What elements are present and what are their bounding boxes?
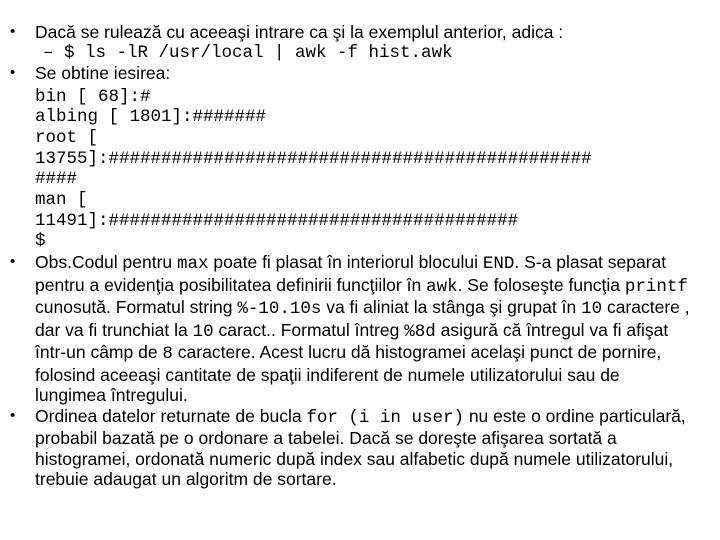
output-line: root [ <box>35 127 99 148</box>
text-run: cunosută. Formatul string <box>35 297 238 318</box>
bullet-paragraph <box>35 406 690 490</box>
bullet-text: Dacă se rulează cu aceeaşi intrare ca şi la exemplul anterior, adica : <box>35 22 564 42</box>
text-run: Ordinea datelor returnate de bucla <box>35 405 307 426</box>
bullet-item-order <box>10 406 690 490</box>
bullet-marker: • <box>10 23 16 40</box>
code-awk: awk <box>426 276 458 297</box>
code-int-format: %8d <box>404 321 436 342</box>
code-for-loop: for (i in user) <box>306 407 464 428</box>
code-width: 10 <box>192 321 214 342</box>
output-line: man [ <box>35 190 88 211</box>
bullet-text: Se obtine iesirea: <box>35 63 171 83</box>
bullet-marker: • <box>10 406 16 424</box>
bullet-list <box>10 22 690 490</box>
bullet-marker: • <box>10 253 16 271</box>
text-run: caract.. Formatul întreg <box>213 319 405 340</box>
output-line: #### <box>35 169 78 190</box>
text-run: va fi aliniat la stânga şi grupat în <box>321 297 582 318</box>
code-string-format: %-10.10s <box>237 299 322 320</box>
bullet-item-observation <box>10 252 690 406</box>
text-run: asigură că întregul va fi afişat într-un câmp de <box>35 319 669 363</box>
output-line: $ <box>35 231 46 252</box>
text-run: . Se foloseşte funcţia <box>457 274 625 295</box>
code-printf: printf <box>624 276 688 297</box>
text-run: nu este o ordine particulară, probabil bazată pe o ordonare a tabelei. Dacă se doreşte afişarea sortată a histogramei, ordonată numeric după index sau alfabetic după numele utilizatorului, trebuie adaugat un algoritm de sortare. <box>35 405 686 490</box>
command-line: – $ ls -lR /usr/local | awk -f hist.awk <box>43 42 453 63</box>
histogram-output <box>35 87 690 253</box>
text-run: caractere , dar va fi trunchiat la <box>35 297 690 340</box>
code-max: max <box>177 254 209 275</box>
output-line: bin [ 68]:# <box>35 86 151 107</box>
text-run: caractere. Acest lucru dă histogramei acelaşi punct de pornire, folosind aceeaşi cantitate de spaţii indiferent de numele utilizatorului sau de lungimea întregului. <box>35 342 662 406</box>
code-field-width: 8 <box>162 344 173 365</box>
output-line: 11491]:####################################### <box>35 210 519 231</box>
bullet-marker: • <box>10 64 16 81</box>
bullet-item-rerun <box>10 22 690 63</box>
code-end: END <box>482 254 515 275</box>
output-line: 13755]:############################################## <box>35 148 592 169</box>
text-run: . S-a plasat separat pentru a evidenţia posibilitatea definirii funcţiilor în <box>35 252 667 295</box>
output-line: albing [ 1801]:####### <box>35 107 267 128</box>
text-run: Obs.Codul pentru <box>35 252 178 273</box>
code-width: 10 <box>581 299 603 320</box>
bullet-paragraph <box>35 252 690 406</box>
text-run: poate fi plasat în interiorul blocului <box>208 252 483 273</box>
bullet-item-output <box>10 63 690 252</box>
